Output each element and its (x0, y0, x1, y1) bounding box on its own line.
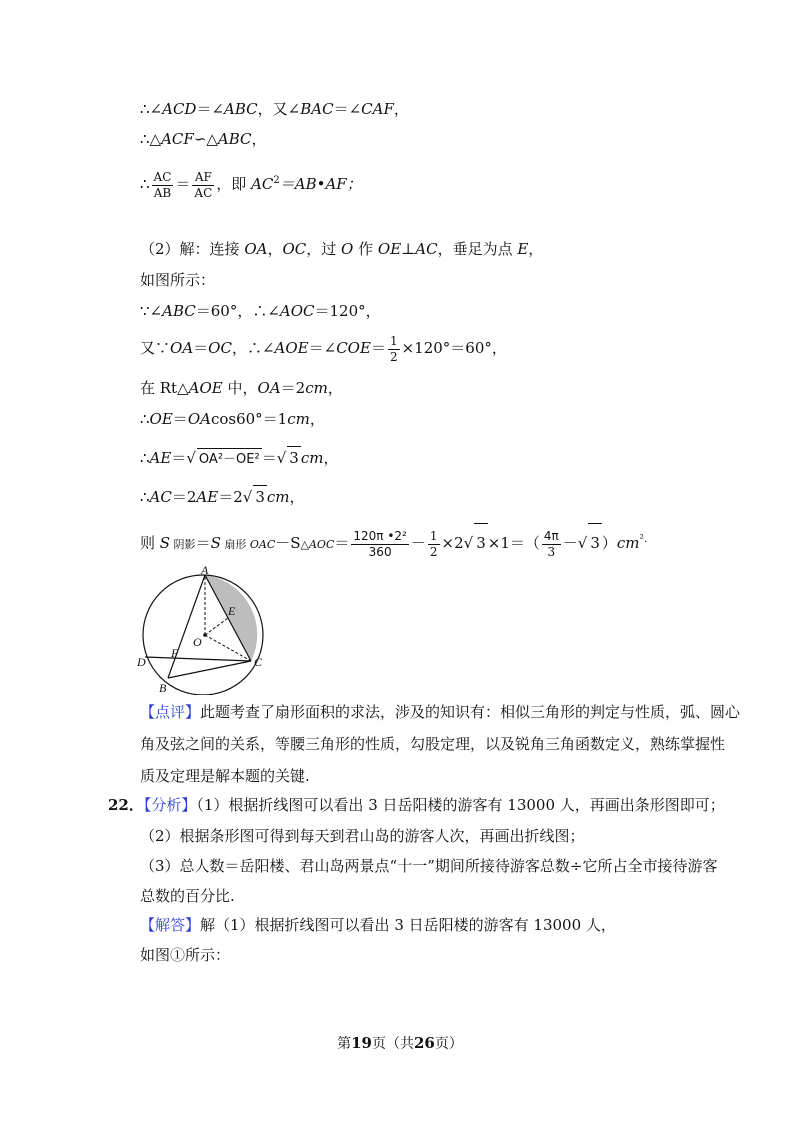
superscript: ². (639, 532, 648, 545)
q22-analysis-line-1 (108, 794, 725, 816)
circled-number: ① (170, 946, 186, 964)
label-o: O (193, 635, 202, 649)
label-d: D (137, 655, 146, 669)
math-expr: ＝AB•AF； (279, 175, 362, 193)
total-pages: 26 (414, 1034, 435, 1052)
math-var: S (210, 534, 221, 552)
denominator: 2 (389, 349, 398, 364)
text: ∽△ (193, 130, 218, 148)
text: ， (393, 100, 409, 118)
text: ，过 (306, 240, 342, 258)
text: ＝2 (280, 379, 306, 397)
center-point (203, 633, 207, 637)
unit: cm (300, 449, 324, 467)
unit: cm (287, 410, 310, 428)
text: ＝ (171, 449, 187, 467)
radicand: 3 (253, 485, 267, 508)
math-var: OA (244, 240, 268, 258)
segment-dc (145, 657, 251, 661)
text: ， (309, 410, 325, 428)
text: ， (327, 379, 343, 397)
numerator: 4π (543, 528, 559, 543)
text: ， (323, 449, 339, 467)
fraction-4pi-3 (542, 529, 561, 560)
math-var: O (341, 240, 354, 258)
label-b: B (159, 681, 167, 695)
comment-line-3 (140, 765, 310, 787)
math-var: OE (149, 410, 173, 428)
circle-geometry-figure (135, 565, 270, 695)
math-var: AE (149, 449, 172, 467)
shaded-segment (205, 575, 257, 661)
text: ×1＝（ (487, 534, 540, 552)
text: ，即 (216, 175, 252, 193)
superscript: 2 (273, 175, 280, 186)
fraction-half (388, 334, 400, 365)
text: ∴△ (140, 130, 162, 148)
radicand: 3 (474, 523, 488, 562)
numerator: 1 (429, 528, 438, 543)
text: ＝ (193, 339, 209, 357)
comment-text: 角及弦之间的关系，等腰三角形的性质，勾股定理，以及锐角三角函数定义，熟练掌握性 (140, 735, 726, 753)
text: － (562, 534, 578, 552)
math-var: OA (257, 379, 281, 397)
math-var: CAF (361, 100, 394, 118)
q22-analysis-line-3 (140, 855, 717, 877)
text: ＝2 (171, 488, 197, 506)
text: ，垂足为点 (437, 240, 518, 258)
math-var: ACF (161, 130, 194, 148)
label-f: F (171, 646, 179, 660)
text: ，∴∠ (231, 339, 275, 357)
footer-text: 页） (434, 1036, 463, 1052)
text: ＝ (334, 534, 350, 552)
text: ＝ (172, 410, 188, 428)
math-var: ABC (162, 302, 196, 320)
math-expr: OE⊥AC (377, 240, 438, 258)
comment-text: 此题考查了扇形面积的求法，涉及的知识有：相似三角形的判定与性质，弧、圆心 (200, 703, 741, 721)
q22-analysis-line-4 (140, 885, 235, 907)
math-var: AC (149, 488, 172, 506)
segment-oe (205, 618, 228, 635)
text: ，又∠ (257, 100, 301, 118)
answer-text: 所示： (185, 946, 231, 964)
math-var: OA (170, 339, 194, 357)
text: ×120°＝60°， (401, 339, 507, 357)
radicand: 3 (588, 523, 602, 562)
math-var: AOE (188, 379, 223, 397)
label-e: E (228, 604, 236, 618)
sqrt-symbol: √ (463, 534, 474, 552)
subscript: 阴影 (170, 538, 196, 551)
denominator: 360 (368, 544, 392, 559)
text: 如图所示： (140, 271, 216, 289)
proof-line-10 (140, 446, 338, 471)
math-var: ACD (162, 100, 197, 118)
text: ， (289, 488, 305, 506)
proof-line-7 (140, 330, 507, 366)
numerator: 120π •2² (353, 528, 407, 543)
analysis-tag: 【分析】 (143, 796, 197, 814)
math-var: OA (187, 410, 211, 428)
math-var: OC (208, 339, 232, 357)
analysis-text: 总数的百分比. (140, 887, 235, 905)
text: ∴ (140, 410, 150, 428)
q22-analysis-line-2 (140, 825, 585, 847)
text: 则 (140, 534, 160, 552)
text: ＝2 (218, 488, 243, 506)
math-var: AE (196, 488, 219, 506)
text: （2）解：连接 (140, 240, 245, 258)
fraction-half (428, 529, 440, 560)
answer-text: 如图 (140, 946, 171, 964)
therefore-symbol: ∴ (140, 175, 150, 193)
sqrt-symbol: √ (276, 449, 287, 467)
radicand: 3 (287, 446, 301, 469)
proof-line-8 (140, 377, 343, 399)
proof-line-4 (140, 238, 543, 260)
q22-answer-line-2 (140, 944, 230, 966)
text: ∴ (140, 488, 150, 506)
text: ＝∠ (308, 339, 337, 357)
text: ∴∠ (140, 100, 163, 118)
text: 又∵ (140, 339, 171, 357)
numerator: 1 (389, 333, 398, 348)
text: ＝ (195, 534, 211, 552)
unit: cm (616, 534, 640, 552)
page-number: 19 (351, 1034, 372, 1052)
text: － (410, 534, 426, 552)
text: －S (275, 534, 301, 552)
denominator: AB (153, 185, 172, 200)
answer-tag: 【解答】 (140, 916, 201, 934)
proof-line-5 (140, 269, 215, 291)
math-var: AOE (274, 339, 309, 357)
text: ） (601, 534, 617, 552)
page-footer (0, 1033, 800, 1053)
text: ＝ (261, 449, 277, 467)
fraction-sector (351, 529, 408, 560)
label-c: C (254, 655, 263, 669)
math-var: ABC (217, 130, 252, 148)
denominator: 2 (429, 544, 438, 559)
proof-line-2 (140, 128, 267, 150)
sqrt-symbol: √ (186, 449, 196, 467)
text: 在 Rt△ (140, 379, 189, 397)
question-number: 22． (108, 796, 144, 814)
sqrt-symbol: √ (242, 488, 253, 506)
math-var: COE (336, 339, 371, 357)
comment-line-1 (140, 701, 740, 723)
denominator: AC (194, 185, 213, 200)
text: ， (528, 240, 544, 258)
text: ＝ (370, 339, 386, 357)
proof-line-12 (140, 520, 647, 564)
comment-tag: 【点评】 (140, 703, 201, 721)
text: ∴ (140, 449, 150, 467)
analysis-text: （1）根据折线图可以看出 3 日岳阳楼的游客有 13000 人，再画出条形图即可； (196, 796, 725, 814)
text: 作 (353, 240, 378, 258)
unit: cm (266, 488, 290, 506)
radicand: OA²－OE² (197, 448, 262, 471)
segment-ab (168, 575, 205, 678)
fraction-ac-ab (152, 170, 174, 201)
analysis-text: （3）总人数＝岳阳楼、君山岛两景点“十一”期间所接待游客总数÷它所占全市接待游客 (140, 857, 718, 875)
proof-line-6 (140, 300, 381, 322)
math-var: ABC (224, 100, 258, 118)
math-var: AC (251, 175, 274, 193)
math-var: BAC (300, 100, 334, 118)
answer-text: 解（1）根据折线图可以看出 3 日岳阳楼的游客有 13000 人， (200, 916, 616, 934)
text: ＝120°， (314, 302, 381, 320)
math-var: AOC (279, 302, 315, 320)
text: ， (267, 240, 283, 258)
q22-answer-line-1 (140, 914, 616, 936)
subscript: △AOC (300, 538, 335, 551)
text: ＝∠ (333, 100, 362, 118)
proof-line-3 (140, 163, 362, 202)
text: ∵∠ (140, 302, 163, 320)
fraction-af-ac (192, 170, 214, 201)
comment-line-2 (140, 733, 725, 755)
footer-text: 页（共 (372, 1036, 414, 1052)
sqrt-symbol: √ (577, 534, 588, 552)
denominator: 3 (547, 544, 556, 559)
math-var: OC (282, 240, 307, 258)
proof-line-11 (140, 485, 305, 508)
segment-bc (168, 661, 251, 678)
unit: cm (305, 379, 328, 397)
label-a: A (201, 565, 209, 577)
text: ＝60°，∴∠ (195, 302, 280, 320)
numerator: AC (153, 169, 172, 184)
proof-line-1 (140, 98, 409, 120)
analysis-text: （2）根据条形图可得到每天到君山岛的游客人次，再画出折线图； (140, 827, 585, 845)
text: ＝ (175, 175, 191, 193)
math-var: S (159, 534, 171, 552)
text: ×2 (441, 534, 464, 552)
text: ＝∠ (196, 100, 225, 118)
math-var: E (517, 240, 529, 258)
proof-line-9 (140, 408, 325, 430)
text: ， (251, 130, 267, 148)
footer-text: 第 (337, 1036, 352, 1052)
numerator: AF (192, 170, 214, 186)
subscript: OAC (249, 538, 276, 551)
text: cos60°＝1 (210, 410, 288, 428)
comment-text: 质及定理是解本题的关键. (140, 767, 310, 785)
subscript: 扇形 (220, 538, 250, 551)
text: 中， (222, 379, 258, 397)
